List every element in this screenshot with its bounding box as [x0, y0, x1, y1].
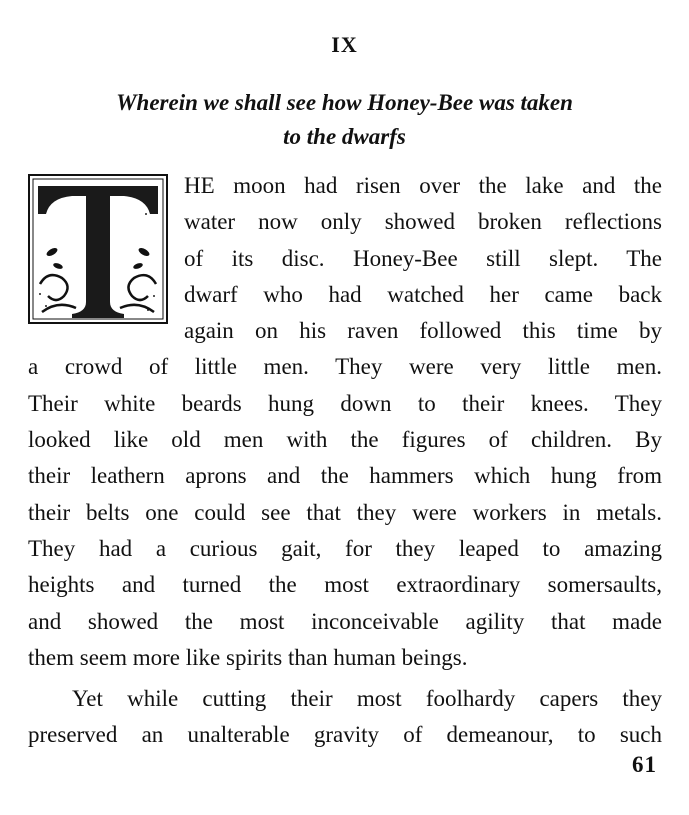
page-number: 61 [632, 752, 657, 777]
text-line: of its disc. Honey-Bee still slept. The [184, 245, 662, 271]
text-line: They had a curious gait, for they leaped to amazing [28, 535, 662, 561]
text-line: them seem more like spirits than human beings. [28, 644, 468, 670]
text-line: again on his raven followed this time by [184, 318, 662, 344]
chapter-title [0, 86, 689, 154]
text-line: heights and turned the most extraordinary somersaults, [28, 572, 662, 598]
text-line: their leathern aprons and the hammers which hung from [28, 463, 662, 489]
text-line: Yet while cutting their most foolhardy capers they [72, 686, 662, 711]
paragraph-2 [28, 681, 662, 754]
text-line: water now only showed broken reflections [184, 209, 662, 235]
chapter-title-line-1: Wherein we shall see how Honey-Bee was taken [116, 90, 573, 115]
chapter-number: IX [331, 32, 358, 57]
text-line: a crowd of little men. They were very little men. [28, 354, 662, 380]
chapter-title-line-2: to the dwarfs [283, 124, 406, 149]
text-line: their belts one could see that they were workers in metals. [28, 499, 662, 525]
paragraph-1 [28, 168, 662, 676]
text-line: looked like old men with the figures of children. By [28, 427, 662, 453]
text-line: preserved an unalterable gravity of demeanour, to such [28, 722, 662, 748]
text-line: HE moon had risen over the lake and the [184, 173, 662, 198]
text-line: dwarf who had watched her came back [184, 281, 662, 307]
text-line: Their white beards hung down to their knees. They [28, 390, 662, 416]
text-line: and showed the most inconceivable agility that made [28, 608, 662, 634]
